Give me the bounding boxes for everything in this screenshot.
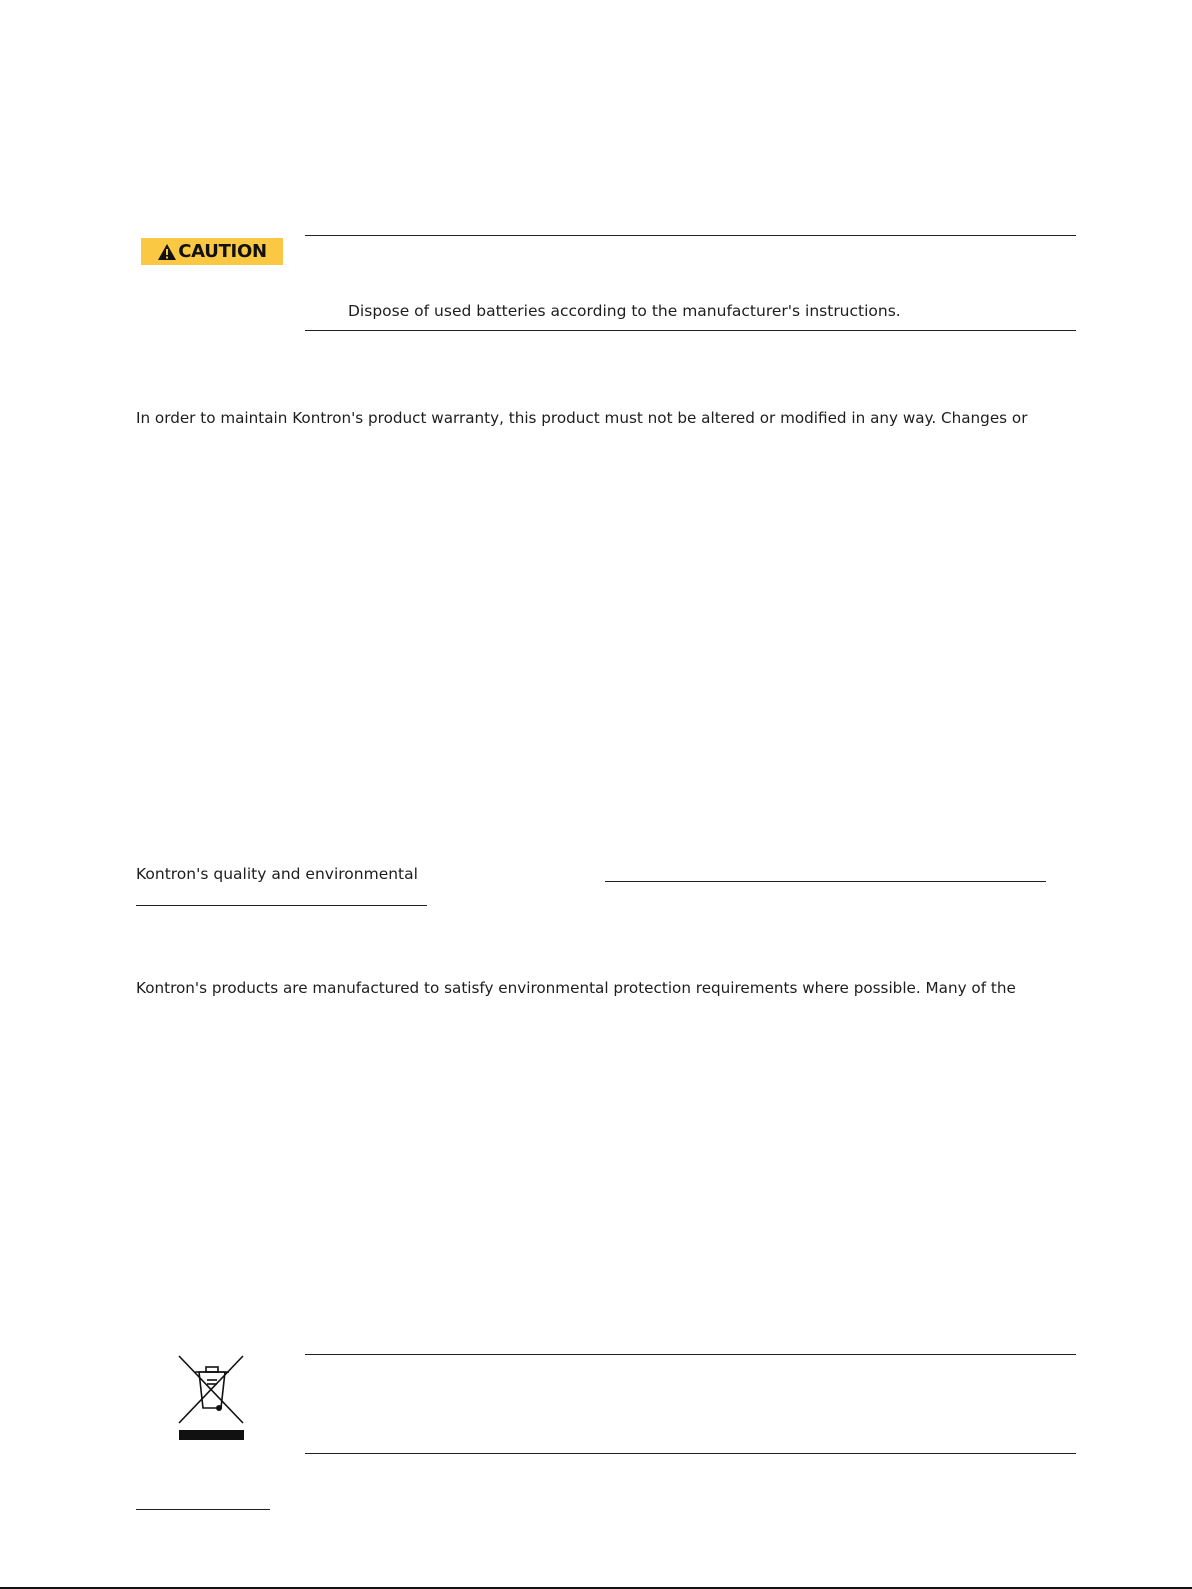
environmental-paragraph: Kontron's products are manufactured to satisfy environmental protection requirements where possible. Many of the bbox=[136, 979, 1016, 997]
caution-bottom-rule bbox=[305, 330, 1076, 331]
warranty-paragraph: In order to maintain Kontron's product warranty, this product must not be altered or modified in any way. Changes or bbox=[136, 409, 1028, 427]
weee-top-rule bbox=[305, 1354, 1076, 1355]
weee-bottom-rule bbox=[305, 1453, 1076, 1454]
warning-triangle-icon bbox=[157, 243, 177, 261]
footnote-separator bbox=[136, 1509, 270, 1510]
caution-badge bbox=[141, 238, 283, 265]
caution-top-rule bbox=[305, 235, 1076, 236]
quality-paragraph: Kontron's quality and environmental bbox=[136, 865, 418, 883]
caution-message: Dispose of used batteries according to the manufacturer's instructions. bbox=[348, 302, 901, 320]
caution-label: CAUTION bbox=[178, 241, 267, 262]
crossed-out-wheelie-bin-icon bbox=[177, 1354, 247, 1440]
quality-link-underline bbox=[605, 881, 1046, 882]
quality-link-underline-2 bbox=[136, 905, 427, 906]
